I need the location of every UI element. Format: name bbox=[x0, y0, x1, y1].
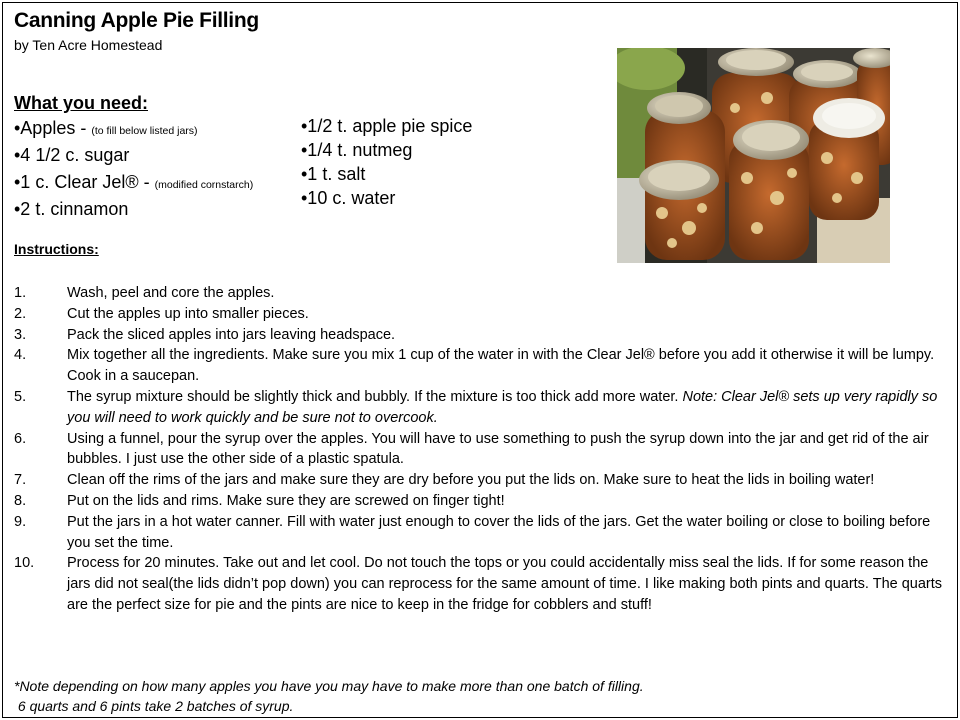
step-text: Put the jars in a hot water canner. Fill with water just enough to cover the lids of the jars. Get the water boiling or close to boiling before you set the time. bbox=[67, 513, 931, 551]
instruction-step bbox=[14, 304, 946, 325]
step-number: 8. bbox=[14, 492, 27, 509]
step-text: Using a funnel, pour the syrup over the apples. You will have to use something to push the syrup down into the jar and get rid of the air bubbles. I just use the other side of a plastic spatula. bbox=[67, 430, 929, 468]
ingredient-note: (modified cornstarch) bbox=[154, 179, 254, 191]
footnote-line-2: 6 quarts and 6 pints take 2 batches of syrup. bbox=[14, 698, 294, 714]
instructions-heading: Instructions: bbox=[14, 241, 99, 257]
instruction-step bbox=[14, 491, 946, 512]
step-number: 9. bbox=[14, 513, 27, 530]
ingredient-item: •4 1/2 c. sugar bbox=[14, 145, 130, 165]
step-text: Process for 20 minutes. Take out and let cool. Do not touch the tops or you could accidentally miss seal the lids. If for some reason the jars did not seal(the lids didn’t pop down) you can reprocess for the same amount of time. I like making both pints and quarts. The quarts are the perfect size for pie and the pints are nice to keep in the fridge for cobblers and stuff! bbox=[67, 555, 943, 613]
recipe-byline: by Ten Acre Homestead bbox=[14, 37, 163, 53]
step-italic-note: Note: Clear Jel® sets up very rapidly so you will need to work quickly and be sure not to overcook. bbox=[67, 388, 938, 426]
instruction-step bbox=[14, 553, 946, 615]
step-text: Wash, peel and core the apples. bbox=[67, 285, 275, 301]
step-text: Pack the sliced apples into jars leaving headspace. bbox=[67, 326, 396, 343]
step-number: 10. bbox=[14, 555, 35, 572]
instruction-step bbox=[14, 387, 946, 429]
step-number: 7. bbox=[14, 472, 27, 489]
ingredient-item: •1/4 t. nutmeg bbox=[301, 140, 413, 160]
step-number: 5. bbox=[14, 388, 27, 405]
ingredient-item: •1 t. salt bbox=[301, 164, 366, 184]
ingredient-item: •1/2 t. apple pie spice bbox=[301, 116, 473, 136]
footnote-line-1: *Note depending on how many apples you have you may have to make more than one batch of filling. bbox=[14, 678, 644, 694]
step-number: 3. bbox=[14, 326, 27, 343]
step-number: 4. bbox=[14, 347, 27, 364]
ingredient-item: •2 t. cinnamon bbox=[14, 199, 129, 219]
jars-illustration bbox=[617, 48, 890, 263]
ingredients-column-1 bbox=[14, 116, 253, 224]
instruction-step bbox=[14, 429, 946, 471]
step-number: 2. bbox=[14, 305, 27, 322]
ingredient-note: (to fill below listed jars) bbox=[91, 125, 198, 137]
ingredient-item: •1 c. Clear Jel® - (modified cornstarch) bbox=[14, 172, 254, 192]
footnote bbox=[14, 676, 644, 716]
step-text: Cut the apples up into smaller pieces. bbox=[67, 305, 309, 322]
instruction-step bbox=[14, 470, 946, 491]
ingredients-column-2 bbox=[301, 114, 472, 210]
ingredient-item: •Apples - (to fill below listed jars) bbox=[14, 118, 198, 138]
instructions-list bbox=[14, 283, 946, 616]
instruction-step bbox=[14, 325, 946, 346]
step-text: Put on the lids and rims. Make sure they are screwed on finger tight! bbox=[67, 492, 505, 509]
instruction-step bbox=[14, 283, 946, 304]
step-text: Clean off the rims of the jars and make sure they are dry before you put the lids on. Make sure to heat the lids in boiling water! bbox=[67, 472, 875, 489]
canning-jars-photo bbox=[617, 48, 890, 263]
step-number: 6. bbox=[14, 430, 27, 447]
ingredients-heading: What you need: bbox=[14, 93, 148, 113]
jar-front-right bbox=[809, 98, 885, 220]
step-text: The syrup mixture should be slightly thick and bubbly. If the mixture is too thick add more water. bbox=[67, 388, 683, 405]
recipe-title: Canning Apple Pie Filling bbox=[14, 9, 259, 32]
instruction-step bbox=[14, 345, 946, 387]
instruction-step bbox=[14, 512, 946, 554]
step-number: 1. bbox=[14, 285, 27, 301]
jar-front-left bbox=[639, 92, 725, 260]
ingredient-item: •10 c. water bbox=[301, 188, 396, 208]
step-text: Mix together all the ingredients. Make sure you mix 1 cup of the water in with the Clear Jel® before you add it otherwise it will be lumpy. Cook in a saucepan. bbox=[67, 347, 935, 385]
